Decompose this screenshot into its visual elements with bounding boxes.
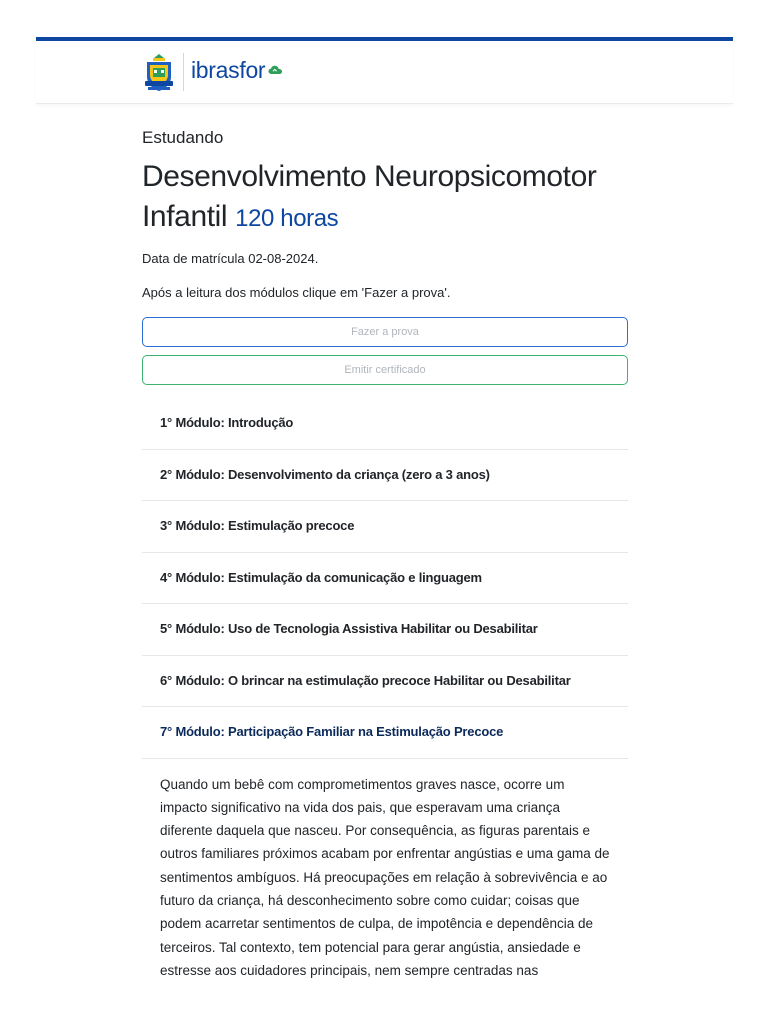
- brand-logo[interactable]: [191, 57, 283, 84]
- issue-certificate-button[interactable]: Emitir certificado: [142, 355, 628, 385]
- cloud-icon: [268, 65, 283, 75]
- module-item-2[interactable]: 2° Módulo: Desenvolvimento da criança (zero a 3 anos): [142, 450, 628, 502]
- exam-instruction: Após a leitura dos módulos clique em 'Fazer a prova'.: [142, 285, 451, 300]
- module-content-text: Quando um bebê com comprometimentos graves nasce, ocorre um impacto significativo na vida dos pais, que esperavam uma criança diferente daquela que nasceu. Por consequência, as figuras parentais e outros familiares próximos acabam por enfrentar angústias e uma gama de sentimentos ambíguos. Há preocupações em relação à sobrevivência e ao futuro da criança, há desconhecimento sobre como cuidar; coisas que podem acarretar sentimentos de culpa, de impotência e dependência de terceiros. Tal contexto, tem potencial para gerar angústia, ansiedade e estresse aos cuidadores principais, nem sempre centradas nas: [160, 776, 610, 978]
- take-exam-button[interactable]: Fazer a prova: [142, 317, 628, 347]
- module-item-6[interactable]: 6° Módulo: O brincar na estimulação precoce Habilitar ou Desabilitar: [142, 656, 628, 708]
- module-item-4[interactable]: 4° Módulo: Estimulação da comunicação e linguagem: [142, 553, 628, 605]
- module-item-1[interactable]: 1° Módulo: Introdução: [142, 398, 628, 450]
- course-hours: 120 horas: [235, 205, 339, 232]
- module-item-3[interactable]: 3° Módulo: Estimulação precoce: [142, 501, 628, 553]
- course-title-text: Desenvolvimento Neuropsicomotor Infantil: [142, 160, 597, 233]
- site-header: [36, 41, 733, 104]
- ibrasfor-crest-icon[interactable]: [142, 53, 176, 93]
- logo-divider: [183, 53, 184, 91]
- module-item-7[interactable]: 7° Módulo: Participação Familiar na Estimulação Precoce: [142, 707, 628, 759]
- enrollment-date: Data de matrícula 02-08-2024.: [142, 251, 319, 266]
- course-content: [142, 125, 628, 982]
- studying-label: Estudando: [142, 128, 224, 147]
- brand-name: ibrasfor: [191, 57, 266, 83]
- course-title: [142, 157, 628, 239]
- module-list: [142, 398, 628, 759]
- module-item-5[interactable]: 5° Módulo: Uso de Tecnologia Assistiva Habilitar ou Desabilitar: [142, 604, 628, 656]
